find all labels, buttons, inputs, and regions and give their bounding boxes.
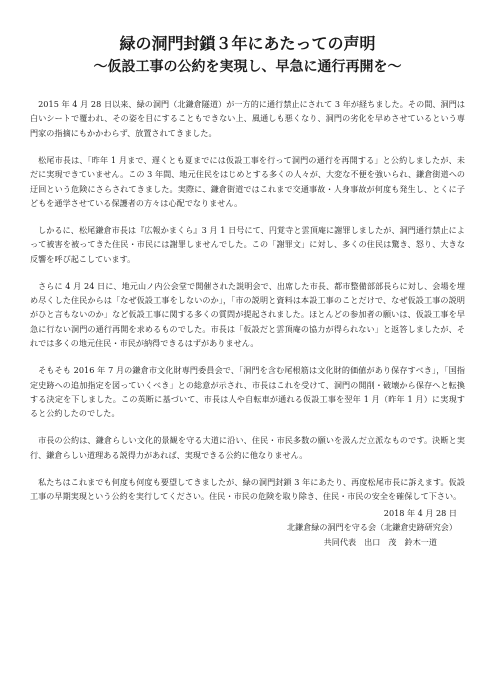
statement-date: 2018 年 4 月 28 日 — [383, 507, 457, 518]
paragraph: 2015 年 4 月 28 日以来、緑の洞門（北鎌倉隧道）が一方的に通行禁止にされて 3 年が経ちました。その間、洞門は白いシートで覆われ、その姿を目にすることもできない上、風通しも悪くなり、洞門の劣化を早めさせているという専門家の指摘にもかかわらず、放置されてきました。 — [30, 99, 465, 138]
representatives: 共同代表 出口 茂 鈴木一道 — [323, 536, 437, 547]
statement-title: 緑の洞門封鎖３年にあたっての声明 — [119, 34, 376, 53]
paragraph: さらに 4 月 24 日に、地元山ノ内公会堂で開催された説明会で、出席した市長、都市整備部部長らに対し、会場を埋め尽くした住民からは「なぜ仮設工事をしないのか」，「市の説明と資料は本設工事のことだけで、なぜ仮設工事の説明がひと言もないのか」など仮設工事に関する多くの質問が提起されました。ほとんどの参加者の願いは、仮設工事を早急に行ない洞門の通行再開を求めるものでした。市長は「仮設だと雲頂庵の協力が得られない」と返答しましたが、それでは多くの地元住民・市民が納得できるはずがありません。 — [30, 280, 465, 349]
signature-block — [30, 506, 465, 549]
statement-body — [30, 97, 465, 503]
paragraph: 市長の公約は、鎌倉らしい文化的景観を守る大道に沿い、住民・市民多数の願いを汲んだ立派なものです。決断と実行、鎌倉らしい道理ある説得力があれば、実現できる公約に他なりません。 — [30, 435, 465, 460]
paragraph: 松尾市長は、「昨年 1 月まで、遅くとも夏までには仮設工事を行って洞門の通行を再開する」と公約しましたが、未だに実現できていません。この 3 年間、地元住民をはじめとする多くの人々が、大変な不便を強いられ、鎌倉街道への迂回という危険にさらされてきました。実際に、鎌倉街道ではこれまで交通事故・人身事故が何度も発生し、とくに子どもを通学させている保護者の方々は心配でなりません。 — [30, 154, 465, 208]
paragraph: しかるに、松尾鎌倉市長は『広報かまくら』3 月 1 日号にて、円覚寺と雲頂庵に謝罪しましたが、洞門通行禁止によって被害を被ってきた住民・市民には謝罪しませんでした。この「謝罪文」に対し、多くの住民は驚き、怒り、大きな反響を呼び起こしています。 — [30, 224, 465, 264]
paragraph: 私たちはこれまでも何度も何度も要望してきましたが、緑の洞門封鎖 3 年にあたり、再度松尾市長に訴えます。仮設工事の早期実現という公約を実行してください。住民・市民の危険を取り除き、住民・市民の安全を確保して下さい。 — [30, 476, 465, 501]
organization-name: 北鎌倉緑の洞門を守る会（北鎌倉史跡研究会） — [287, 522, 457, 533]
paragraph: そもそも 2016 年 7 月の鎌倉市文化財専門委員会で、「洞門を含む尾根筋は文化財的価値があり保存すべき」，「国指定史跡への追加指定を図っていくべき」との総意が示され、市長はこれを受けて、洞門の開削・破壊から保存へと転換する決定を下しました。この英断に基づいて、市長は人や自転車が通れる仮設工事を翌年 1 月（昨年 1 月）に実現すると公約したのでした。 — [30, 365, 465, 419]
statement-subtitle: 〜仮設工事の公約を実現し、早急に通行再開を〜 — [93, 59, 402, 75]
